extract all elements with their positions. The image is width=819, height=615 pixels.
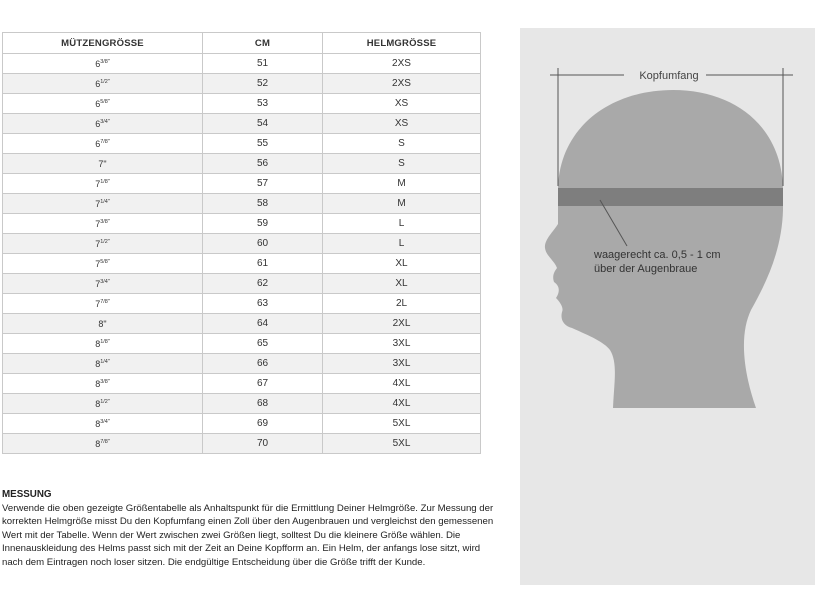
cap-size-whole: 7 bbox=[95, 278, 101, 289]
measurement-heading: MESSUNG bbox=[2, 489, 52, 500]
circumference-label: Kopfumfang bbox=[639, 70, 699, 82]
cap-size-whole: 6 bbox=[95, 118, 101, 129]
cap-size-cell bbox=[3, 294, 203, 314]
head-figure bbox=[520, 28, 815, 585]
cm-cell: 64 bbox=[203, 314, 323, 334]
measurement-text: Verwende die oben gezeigte Größentabelle als Anhaltspunkt für die Ermittlung Deiner Helmgröße. Zur Messung der korrekten Helmgröße misst Du den Kopfumfang einen Zoll über den Augenbrauen und vergleichst den gemessenen Wert mit der Tabelle. Wenn der Wert zwischen zwei Größen liegt, solltest Du die kleinere Größe wählen. Die Innenauskleidung des Helms passt sich mit der Zeit an Deine Kopfform an. Ein Helm, der anfangs lose sitzt, wird nach dem Eintragen noch loser sitzen. Die endgültige Entscheidung über die Größe trifft der Kunde. bbox=[2, 502, 494, 568]
cm-cell: 52 bbox=[203, 74, 323, 94]
helmet-size-cell: M bbox=[323, 194, 481, 214]
cap-size-whole: 7 bbox=[95, 298, 101, 309]
table-row bbox=[3, 434, 481, 454]
cap-size-cell bbox=[3, 234, 203, 254]
cap-size-whole: 8 bbox=[95, 378, 101, 389]
table-row bbox=[3, 154, 481, 174]
helmet-size-cell: 3XL bbox=[323, 334, 481, 354]
cap-size-cell bbox=[3, 394, 203, 414]
cap-size-cell bbox=[3, 94, 203, 114]
band-note-line1: waagerecht ca. 0,5 - 1 cm bbox=[594, 249, 721, 261]
helmet-size-cell: XS bbox=[323, 94, 481, 114]
cap-size-fraction: 7/8" bbox=[100, 438, 110, 445]
cm-cell: 62 bbox=[203, 274, 323, 294]
cap-size-cell bbox=[3, 374, 203, 394]
cap-size-whole: 7" bbox=[98, 158, 107, 169]
table-row bbox=[3, 414, 481, 434]
cap-size-whole: 6 bbox=[95, 98, 101, 109]
cap-size-fraction: 1/4" bbox=[100, 358, 110, 365]
helmet-size-cell: 2L bbox=[323, 294, 481, 314]
head-measurement-diagram bbox=[520, 28, 815, 585]
cap-size-fraction: 5/8" bbox=[100, 98, 110, 105]
table-row bbox=[3, 254, 481, 274]
cap-size-cell bbox=[3, 354, 203, 374]
cap-size-whole: 7 bbox=[95, 178, 101, 189]
size-table bbox=[2, 32, 481, 454]
cap-size-cell bbox=[3, 174, 203, 194]
cap-size-whole: 6 bbox=[95, 138, 101, 149]
cm-cell: 66 bbox=[203, 354, 323, 374]
cap-size-cell bbox=[3, 154, 203, 174]
helmet-size-cell: XL bbox=[323, 254, 481, 274]
cap-size-whole: 8 bbox=[95, 338, 101, 349]
cap-size-cell bbox=[3, 334, 203, 354]
cm-cell: 53 bbox=[203, 94, 323, 114]
table-row bbox=[3, 214, 481, 234]
helmet-size-cell: L bbox=[323, 234, 481, 254]
cap-size-fraction: 3/4" bbox=[100, 278, 110, 285]
cap-size-whole: 8" bbox=[98, 318, 107, 329]
cap-size-cell bbox=[3, 194, 203, 214]
table-row bbox=[3, 234, 481, 254]
helmet-size-cell: 4XL bbox=[323, 394, 481, 414]
table-row bbox=[3, 134, 481, 154]
table-row bbox=[3, 174, 481, 194]
cap-size-cell bbox=[3, 314, 203, 334]
cap-size-whole: 7 bbox=[95, 218, 101, 229]
helmet-size-cell: S bbox=[323, 154, 481, 174]
cap-size-fraction: 3/4" bbox=[100, 418, 110, 425]
cap-size-fraction: 1/8" bbox=[100, 338, 110, 345]
cap-size-fraction: 1/8" bbox=[100, 178, 110, 185]
table-row bbox=[3, 74, 481, 94]
cap-size-whole: 6 bbox=[95, 58, 101, 69]
cm-cell: 61 bbox=[203, 254, 323, 274]
helmet-size-cell: XL bbox=[323, 274, 481, 294]
cap-size-cell bbox=[3, 74, 203, 94]
cap-size-cell bbox=[3, 274, 203, 294]
cap-size-whole: 7 bbox=[95, 258, 101, 269]
helmet-size-cell: XS bbox=[323, 114, 481, 134]
cap-size-whole: 8 bbox=[95, 398, 101, 409]
helmet-size-cell: L bbox=[323, 214, 481, 234]
cm-cell: 63 bbox=[203, 294, 323, 314]
cap-size-fraction: 7/8" bbox=[100, 298, 110, 305]
helmet-size-cell: 2XS bbox=[323, 74, 481, 94]
cm-cell: 54 bbox=[203, 114, 323, 134]
table-row bbox=[3, 394, 481, 414]
helmet-size-cell: 4XL bbox=[323, 374, 481, 394]
helmet-size-cell: 5XL bbox=[323, 434, 481, 454]
header-cap-size: MÜTZENGRÖSSE bbox=[3, 33, 203, 54]
cm-cell: 70 bbox=[203, 434, 323, 454]
cm-cell: 68 bbox=[203, 394, 323, 414]
cap-size-fraction: 3/8" bbox=[100, 378, 110, 385]
table-row bbox=[3, 94, 481, 114]
cm-cell: 57 bbox=[203, 174, 323, 194]
cm-cell: 56 bbox=[203, 154, 323, 174]
helmet-size-cell: M bbox=[323, 174, 481, 194]
cap-size-cell bbox=[3, 254, 203, 274]
table-row bbox=[3, 294, 481, 314]
header-helmet-size: HELMGRÖSSE bbox=[323, 33, 481, 54]
table-row bbox=[3, 114, 481, 134]
cap-size-fraction: 1/2" bbox=[100, 238, 110, 245]
table-row bbox=[3, 354, 481, 374]
cap-size-fraction: 3/8" bbox=[100, 218, 110, 225]
cap-size-cell bbox=[3, 114, 203, 134]
helmet-size-cell: 2XL bbox=[323, 314, 481, 334]
table-row bbox=[3, 194, 481, 214]
cap-size-fraction: 7/8" bbox=[100, 138, 110, 145]
cm-cell: 60 bbox=[203, 234, 323, 254]
cap-size-cell bbox=[3, 214, 203, 234]
cm-cell: 65 bbox=[203, 334, 323, 354]
cm-cell: 69 bbox=[203, 414, 323, 434]
table-row bbox=[3, 334, 481, 354]
helmet-size-cell: S bbox=[323, 134, 481, 154]
cap-size-whole: 6 bbox=[95, 78, 101, 89]
cm-cell: 59 bbox=[203, 214, 323, 234]
cm-cell: 67 bbox=[203, 374, 323, 394]
cap-size-whole: 8 bbox=[95, 418, 101, 429]
cap-size-fraction: 3/4" bbox=[100, 118, 110, 125]
measurement-section bbox=[2, 488, 502, 569]
table-header-row bbox=[3, 33, 481, 54]
cap-size-fraction: 1/4" bbox=[100, 198, 110, 205]
table-row bbox=[3, 54, 481, 74]
cap-size-whole: 8 bbox=[95, 438, 101, 449]
cap-size-whole: 8 bbox=[95, 358, 101, 369]
cm-cell: 55 bbox=[203, 134, 323, 154]
table-row bbox=[3, 374, 481, 394]
helmet-size-cell: 3XL bbox=[323, 354, 481, 374]
measuring-band bbox=[558, 188, 783, 206]
cm-cell: 51 bbox=[203, 54, 323, 74]
cap-size-fraction: 1/2" bbox=[100, 398, 110, 405]
cap-size-whole: 7 bbox=[95, 238, 101, 249]
cm-cell: 58 bbox=[203, 194, 323, 214]
helmet-size-cell: 5XL bbox=[323, 414, 481, 434]
band-note-line2: über der Augenbraue bbox=[594, 263, 698, 275]
helmet-size-cell: 2XS bbox=[323, 54, 481, 74]
cap-size-fraction: 3/8" bbox=[100, 58, 110, 65]
table-row bbox=[3, 314, 481, 334]
cap-size-whole: 7 bbox=[95, 198, 101, 209]
cap-size-cell bbox=[3, 134, 203, 154]
table-row bbox=[3, 274, 481, 294]
header-cm: CM bbox=[203, 33, 323, 54]
cap-size-fraction: 1/2" bbox=[100, 78, 110, 85]
cap-size-cell bbox=[3, 434, 203, 454]
cap-size-cell bbox=[3, 54, 203, 74]
cap-size-cell bbox=[3, 414, 203, 434]
cap-size-fraction: 5/8" bbox=[100, 258, 110, 265]
